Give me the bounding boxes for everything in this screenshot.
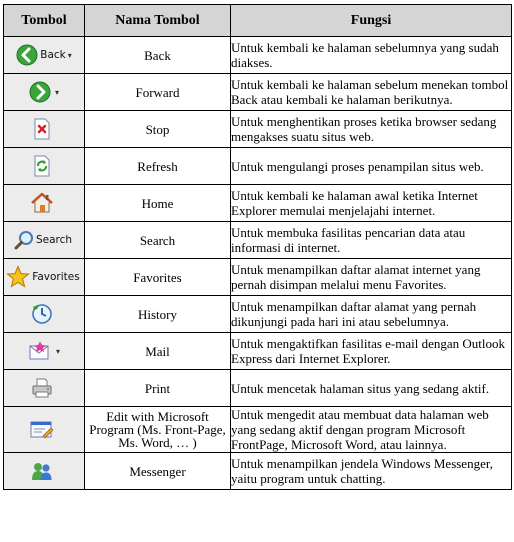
button-name: Print bbox=[85, 370, 231, 407]
button-name: Edit with Microsoft Program (Ms. Front-Page, Ms. Word, … ) bbox=[85, 407, 231, 453]
back-arrow-icon bbox=[16, 44, 38, 66]
table-row bbox=[4, 333, 512, 370]
button-icon-cell bbox=[4, 407, 85, 453]
button-icon-cell bbox=[4, 333, 85, 370]
mail-icon bbox=[28, 341, 52, 361]
button-name: Search bbox=[85, 222, 231, 259]
forward-arrow-icon bbox=[29, 81, 51, 103]
table-row bbox=[4, 185, 512, 222]
button-icon-cell bbox=[4, 74, 85, 111]
button-name: Stop bbox=[85, 111, 231, 148]
table-row bbox=[4, 370, 512, 407]
mail-toolbar-button bbox=[4, 333, 84, 369]
printer-icon bbox=[31, 377, 53, 399]
header-fungsi: Fungsi bbox=[231, 5, 512, 37]
chevron-down-icon: ▾ bbox=[55, 346, 60, 356]
button-icon-cell bbox=[4, 370, 85, 407]
button-name: Back bbox=[85, 37, 231, 74]
button-function: Untuk menampilkan jendela Windows Messenger, yaitu program untuk chatting. bbox=[231, 453, 512, 490]
table-header-row bbox=[4, 5, 512, 37]
refresh-toolbar-button bbox=[4, 148, 84, 184]
table-row bbox=[4, 148, 512, 185]
button-name: Mail bbox=[85, 333, 231, 370]
button-function: Untuk membuka fasilitas pencarian data atau informasi di internet. bbox=[231, 222, 512, 259]
favorites-toolbar-button bbox=[4, 259, 84, 295]
button-icon-cell bbox=[4, 259, 85, 296]
button-icon-cell bbox=[4, 222, 85, 259]
forward-toolbar-button bbox=[4, 74, 84, 110]
search-icon bbox=[14, 230, 34, 250]
messenger-icon bbox=[30, 460, 54, 482]
button-name: Refresh bbox=[85, 148, 231, 185]
favorites-star-icon bbox=[6, 265, 30, 289]
button-function: Untuk mengedit atau membuat data halaman web yang sedang aktif dengan program Microsoft FrontPage, Microsoft Word, atau lainnya. bbox=[231, 407, 512, 453]
header-nama-tombol: Nama Tombol bbox=[85, 5, 231, 37]
edit-page-icon bbox=[30, 420, 54, 440]
edit-toolbar-button bbox=[4, 407, 84, 452]
home-icon bbox=[30, 192, 54, 214]
icon-label: Search bbox=[35, 234, 73, 246]
button-function: Untuk mengaktifkan fasilitas e-mail dengan Outlook Express dari Internet Explorer. bbox=[231, 333, 512, 370]
button-name: Home bbox=[85, 185, 231, 222]
button-name: History bbox=[85, 296, 231, 333]
table-row bbox=[4, 222, 512, 259]
button-icon-cell bbox=[4, 185, 85, 222]
button-icon-cell bbox=[4, 453, 85, 490]
table-row bbox=[4, 296, 512, 333]
button-function: Untuk menampilkan daftar alamat yang pernah dikunjungi pada hari ini atau sebelumnya. bbox=[231, 296, 512, 333]
icon-label: Back bbox=[40, 49, 66, 61]
button-name: Forward bbox=[85, 74, 231, 111]
refresh-icon bbox=[32, 155, 52, 177]
table-row bbox=[4, 453, 512, 490]
table-row bbox=[4, 407, 512, 453]
button-function: Untuk menghentikan proses ketika browser sedang mengakses suatu situs web. bbox=[231, 111, 512, 148]
button-icon-cell bbox=[4, 37, 85, 74]
stop-toolbar-button bbox=[4, 111, 84, 147]
button-icon-cell bbox=[4, 296, 85, 333]
table-row bbox=[4, 74, 512, 111]
table-row bbox=[4, 111, 512, 148]
back-toolbar-button bbox=[4, 37, 84, 73]
history-toolbar-button bbox=[4, 296, 84, 332]
icon-label: Favorites bbox=[32, 271, 80, 283]
button-function: Untuk mengulangi proses penampilan situs web. bbox=[231, 148, 512, 185]
button-function: Untuk mencetak halaman situs yang sedang aktif. bbox=[231, 370, 512, 407]
stop-icon bbox=[32, 118, 52, 140]
messenger-toolbar-button bbox=[4, 453, 84, 489]
button-function: Untuk menampilkan daftar alamat internet yang pernah disimpan melalui menu Favorites. bbox=[231, 259, 512, 296]
button-name: Messenger bbox=[85, 453, 231, 490]
history-icon bbox=[31, 303, 53, 325]
button-name: Favorites bbox=[85, 259, 231, 296]
search-toolbar-button bbox=[4, 222, 84, 258]
header-tombol: Tombol bbox=[4, 5, 85, 37]
button-function-table bbox=[3, 4, 512, 490]
table-row bbox=[4, 259, 512, 296]
button-icon-cell bbox=[4, 148, 85, 185]
home-toolbar-button bbox=[4, 185, 84, 221]
button-function: Untuk kembali ke halaman sebelum menekan tombol Back atau kembali ke halaman berikutnya. bbox=[231, 74, 512, 111]
button-function: Untuk kembali ke halaman sebelumnya yang sudah diakses. bbox=[231, 37, 512, 74]
button-function: Untuk kembali ke halaman awal ketika Internet Explorer memulai menjelajahi internet. bbox=[231, 185, 512, 222]
chevron-down-icon: ▾ bbox=[67, 50, 72, 60]
table-row bbox=[4, 37, 512, 74]
print-toolbar-button bbox=[4, 370, 84, 406]
chevron-down-icon: ▾ bbox=[54, 87, 59, 97]
button-icon-cell bbox=[4, 111, 85, 148]
